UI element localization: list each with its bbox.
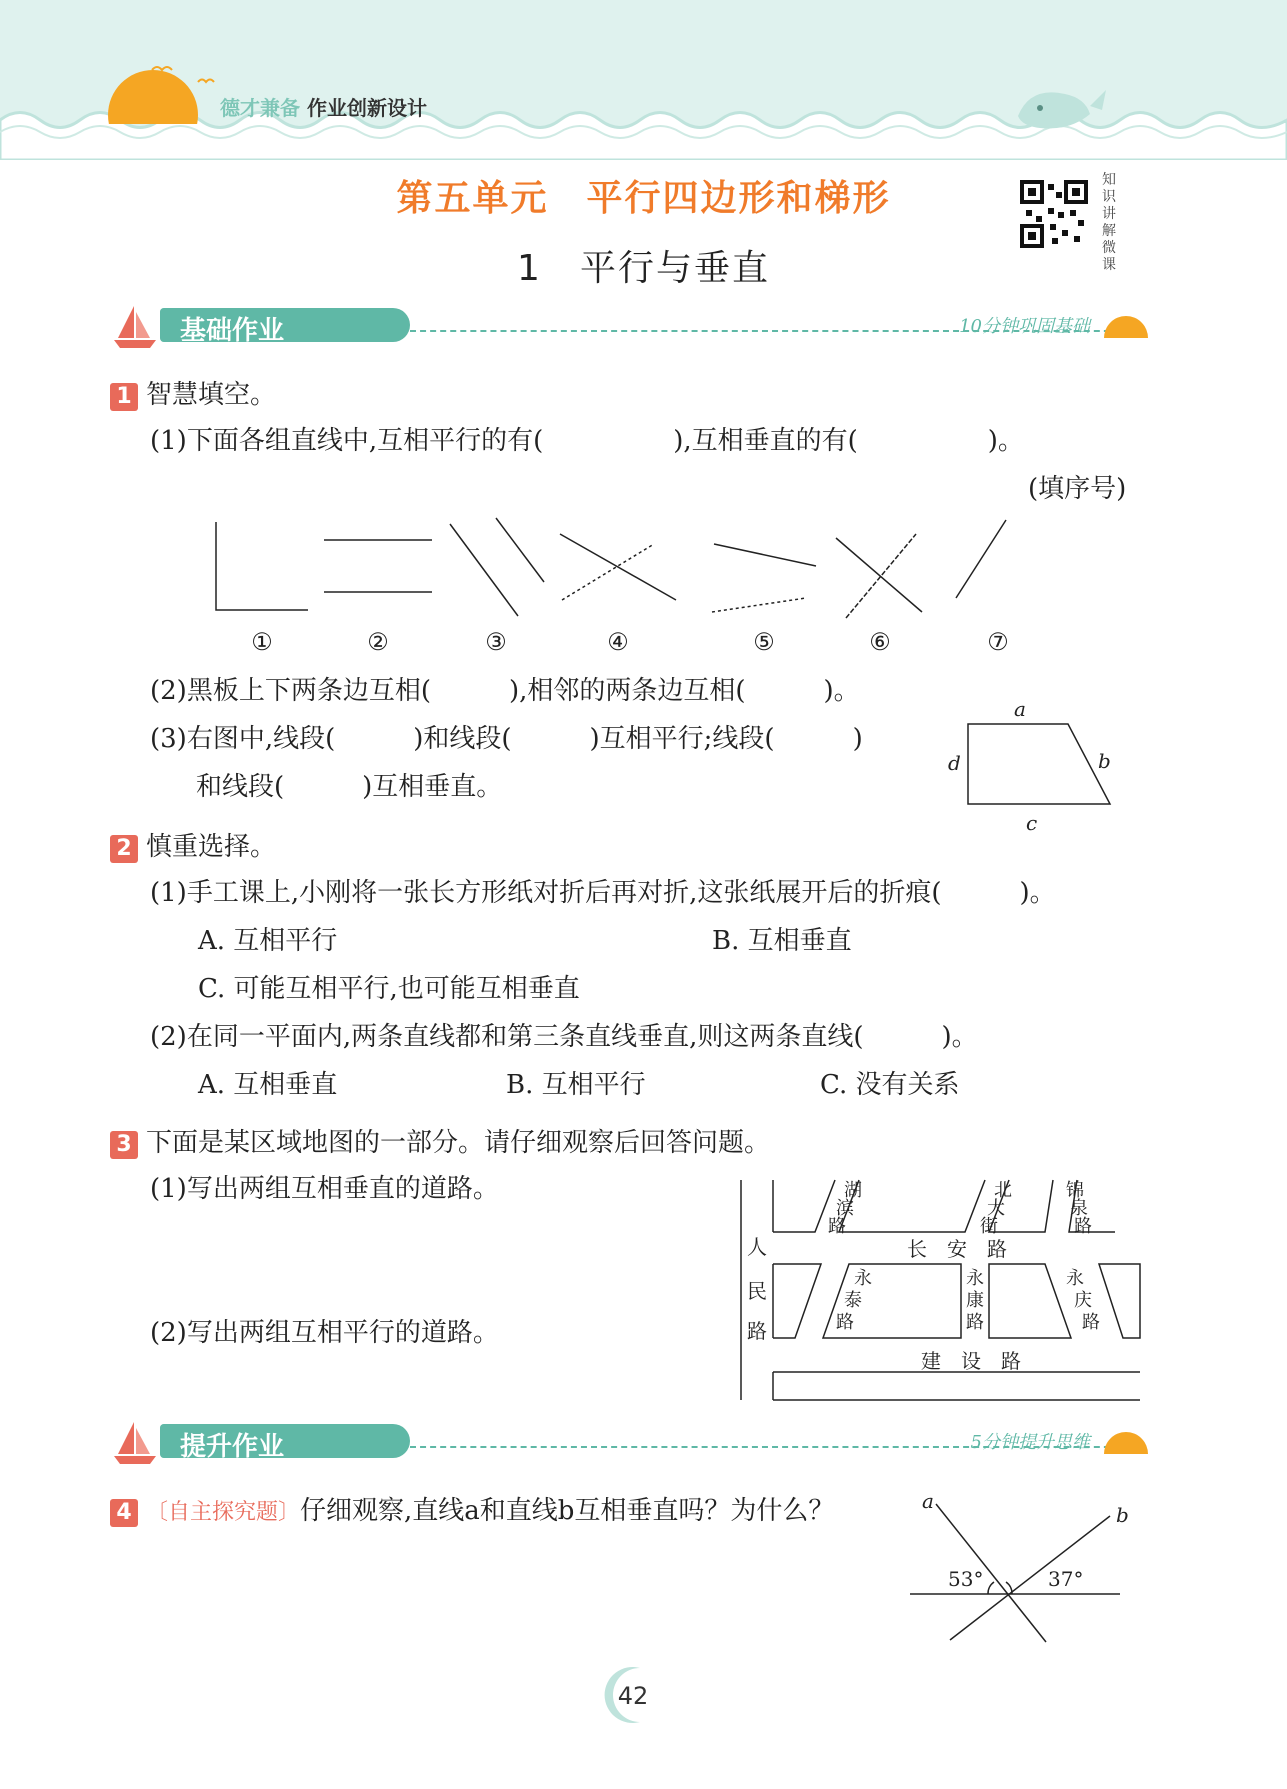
sailboat-icon (110, 302, 160, 352)
section-banner-advanced (110, 1418, 1160, 1468)
whale-icon (1010, 76, 1110, 136)
group-3-line-b (496, 518, 544, 582)
map-yongkang-3: 路 (966, 1312, 984, 1333)
map-hubin-3: 路 (828, 1216, 846, 1237)
q2-p2-opt-b: B. 互相平行 (506, 1070, 646, 1100)
map-renmin-1: 人 (747, 1235, 767, 1259)
bird-icon (150, 60, 220, 90)
group-5-line-solid (714, 544, 816, 566)
group-label-5: ⑤ (753, 628, 775, 656)
map-renmin-2: 民 (747, 1279, 767, 1303)
angle-37: 37° (1048, 1567, 1084, 1591)
q4-text: 仔细观察,直线a和直线b互相垂直吗？为什么？ (300, 1496, 835, 1526)
q3-number: 3 (110, 1131, 138, 1159)
trapezoid-figure (940, 700, 1120, 840)
q1-p1: (1)下面各组直线中,互相平行的有( ),互相垂直的有( )。 (150, 426, 1024, 456)
q2-heading (110, 826, 276, 863)
section-tag-advanced (160, 1424, 410, 1462)
q3-p2: (2)写出两组互相平行的道路。 (150, 1318, 499, 1348)
map-renmin-3: 路 (747, 1319, 767, 1343)
section-label-basic: 基础作业 (180, 316, 285, 346)
trap-label-b: b (1098, 749, 1111, 773)
section-hint-advanced: 5分钟提升思维 (970, 1432, 1090, 1453)
map-jianshe: 建 设 路 (921, 1349, 1021, 1373)
map-jinquan-1: 锦 (1066, 1180, 1084, 1201)
map-yongtai-2: 泰 (844, 1290, 862, 1311)
q2-title: 慎重选择。 (146, 832, 277, 862)
q3-heading (110, 1122, 770, 1159)
q2-p1-opt-a: A. 互相平行 (198, 926, 338, 956)
map-jinquan-3: 路 (1074, 1216, 1092, 1237)
sun-icon (1104, 316, 1148, 338)
q4-number: 4 (110, 1499, 138, 1527)
map-beidajie-2: 大 (987, 1198, 1005, 1219)
trap-label-c: c (1026, 811, 1038, 835)
group-label-6: ⑥ (869, 628, 891, 656)
map-yongkang-1: 永 (966, 1268, 984, 1289)
label-line-a: a (922, 1494, 934, 1513)
group-label-3: ③ (485, 628, 507, 656)
map-hubin-2: 滨 (836, 1198, 854, 1219)
q2-p1: (1)手工课上,小刚将一张长方形纸对折后再对折,这张纸展开后的折痕( )。 (150, 878, 1056, 908)
section-label-advanced: 提升作业 (180, 1432, 285, 1462)
group-1-lines (216, 522, 308, 610)
map-beidajie-3: 街 (980, 1216, 998, 1237)
group-6-line-solid (836, 538, 922, 612)
brand-title (220, 92, 427, 121)
trap-label-a: a (1014, 700, 1026, 721)
map-yongtai-1: 永 (854, 1268, 872, 1289)
q1-p3b: 和线段( )互相垂直。 (196, 772, 503, 802)
q4-line (110, 1490, 834, 1527)
group-label-4: ④ (607, 628, 629, 656)
q1-number: 1 (110, 383, 138, 411)
q3-p1: (1)写出两组互相垂直的道路。 (150, 1174, 499, 1204)
group-label-1: ① (251, 628, 273, 656)
q1-note: (填序号) (1028, 474, 1127, 504)
q3-title: 下面是某区域地图的一部分。请仔细观察后回答问题。 (146, 1128, 771, 1158)
section-tag-basic (160, 308, 410, 346)
road-map (735, 1172, 1155, 1408)
map-jinquan-2: 泉 (1070, 1198, 1088, 1219)
group-4-line-dotted (562, 544, 654, 600)
q1-p3a: (3)右图中,线段( )和线段( )互相平行;线段( ) (150, 724, 863, 754)
map-beidajie-1: 北 (994, 1180, 1012, 1201)
map-yongqing-1: 永 (1066, 1268, 1084, 1289)
q2-p1-opt-c: C. 可能互相平行,也可能互相垂直 (198, 974, 580, 1004)
sun-icon (1104, 1432, 1148, 1454)
q2-p2: (2)在同一平面内,两条直线都和第三条直线垂直,则这两条直线( )。 (150, 1022, 978, 1052)
line-groups-figure (200, 510, 1030, 660)
angle-53: 53° (948, 1567, 984, 1591)
unit-title: 第五单元 平行四边形和梯形 (396, 178, 891, 219)
q4-tag: 〔自主探究题〕 (146, 1500, 301, 1525)
group-5-line-dotted (712, 598, 806, 612)
map-yongqing-2: 庆 (1074, 1290, 1092, 1311)
brand-green: 德才兼备 (220, 96, 300, 120)
map-hubin-1: 湖 (844, 1180, 862, 1201)
map-yongkang-2: 康 (966, 1290, 984, 1311)
brand-dark: 作业创新设计 (306, 96, 427, 120)
lesson-title: 1 平行与垂直 (517, 248, 770, 289)
q2-p1-opt-b: B. 互相垂直 (712, 926, 852, 956)
map-yongtai-3: 路 (836, 1312, 854, 1333)
q1-heading (110, 374, 276, 411)
section-banner-basic (110, 302, 1160, 352)
group-label-7: ⑦ (987, 628, 1009, 656)
angle-figure (900, 1494, 1140, 1654)
qr-code-icon[interactable] (1018, 178, 1090, 250)
map-yongqing-3: 路 (1082, 1312, 1100, 1333)
group-3-line-a (450, 524, 518, 616)
q2-number: 2 (110, 835, 138, 863)
q1-title: 智慧填空。 (146, 380, 277, 410)
sailboat-icon (110, 1418, 160, 1468)
q1-p2: (2)黑板上下两条边互相( ),相邻的两条边互相( )。 (150, 676, 860, 706)
map-changan: 长 安 路 (907, 1237, 1007, 1261)
q2-p2-opt-a: A. 互相垂直 (198, 1070, 338, 1100)
page-number: 42 (617, 1682, 649, 1710)
group-label-2: ② (367, 628, 389, 656)
qr-caption: 知识讲解微课 (1102, 172, 1116, 273)
q2-p2-opt-c: C. 没有关系 (820, 1070, 960, 1100)
group-7-line (956, 520, 1006, 598)
section-hint-basic: 10分钟巩固基础 (959, 316, 1090, 337)
label-line-b: b (1116, 1503, 1129, 1527)
trap-label-d: d (948, 751, 961, 775)
